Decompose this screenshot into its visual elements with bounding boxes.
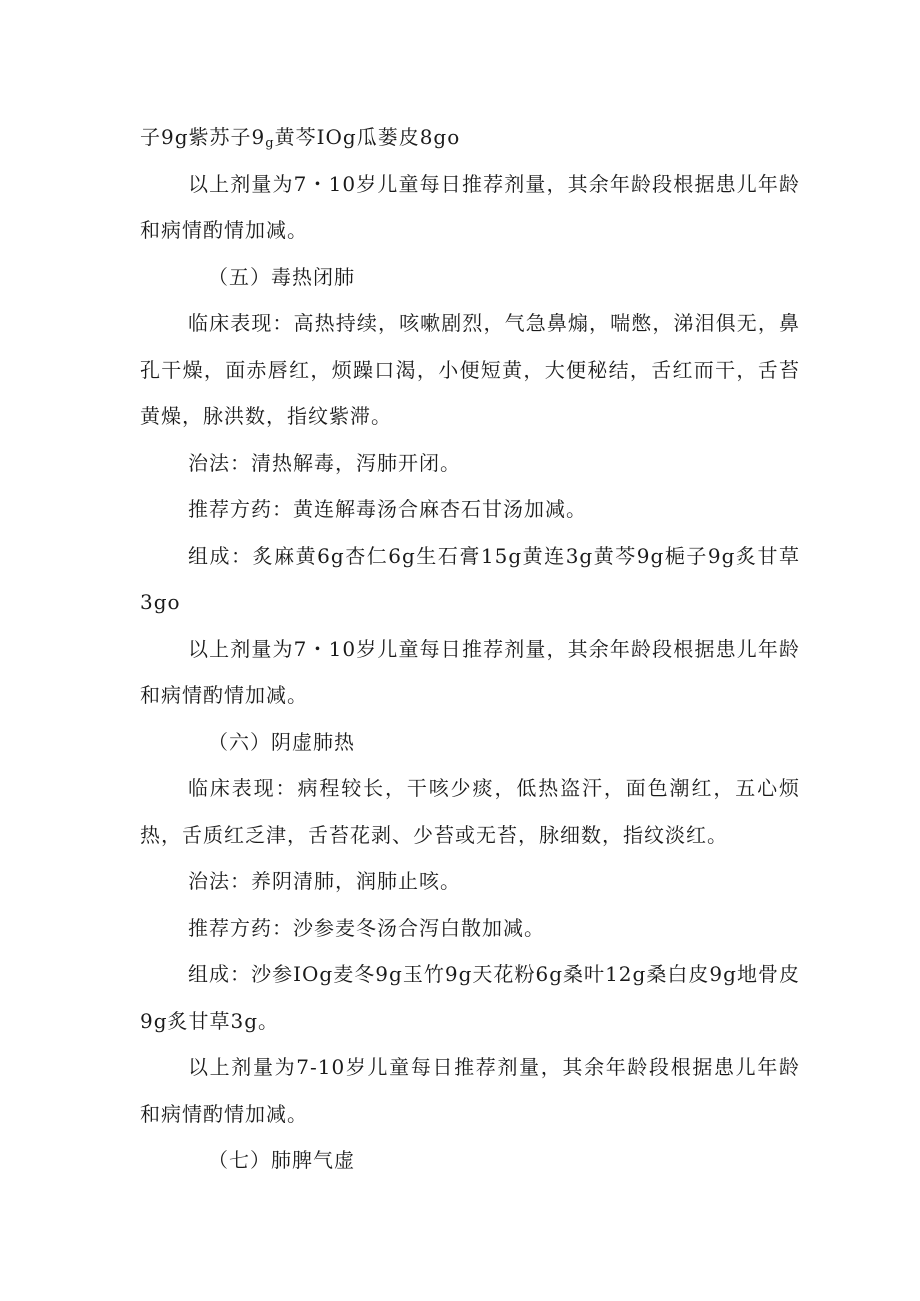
section-heading-5: （五）毒热闭肺 (208, 264, 355, 289)
subscript-run: g (265, 136, 275, 151)
paragraph-recommended-formula: 推荐方药：黄连解毒汤合麻杏石甘汤加减。 (188, 497, 587, 521)
paragraph-prescription-continued (140, 114, 800, 161)
paragraph-clinical-signs: 临床表现：高热持续，咳嗽剧烈，气急鼻煽，喘憋，涕泪俱无，鼻孔干燥，面赤唇红，烦躁口渴，小便短黄，大便秘结，舌红而干，舌苔黄燥，脉洪数，指纹紫滞。 (140, 311, 800, 428)
document-body (140, 114, 800, 1184)
paragraph-treatment-method: 治法：养阴清肺，润肺止咳。 (188, 869, 461, 893)
paragraph-dosage-note: 以上剂量为7・10岁儿童每日推荐剂量，其余年龄段根据患儿年龄和病情酌情加减。 (140, 636, 800, 707)
paragraph-composition: 组成：沙参IOg麦冬9g玉竹9g天花粉6g桑叶12g桑白皮9g地骨皮9g炙甘草3g。 (140, 962, 800, 1033)
section-heading-6: （六）阴虚肺热 (208, 729, 355, 754)
text-run: 子9g紫苏子9 (140, 125, 266, 149)
paragraph-dosage-note: 以上剂量为7-10岁儿童每日推荐剂量，其余年龄段根据患儿年龄和病情酌情加减。 (140, 1055, 800, 1126)
paragraph-composition: 组成：炙麻黄6g杏仁6g生石膏15g黄连3g黄芩9g梔子9g炙甘草3go (140, 543, 800, 614)
paragraph-recommended-formula: 推荐方药：沙参麦冬汤合泻白散加减。 (188, 915, 545, 940)
section-heading-7: （七）肺脾气虚 (208, 1148, 355, 1172)
paragraph-treatment-method: 治法：清热解毒，泻肺开闭。 (188, 450, 461, 475)
paragraph-clinical-signs: 临床表现：病程较长，干咳少痰，低热盗汗，面色潮红，五心烦热，舌质红乏津，舌苔花剥、少苔或无苔，脉细数，指纹淡红。 (140, 776, 800, 847)
paragraph-dosage-note: 以上剂量为7・10岁儿童每日推荐剂量，其余年龄段根据患儿年龄和病情酌情加减。 (140, 171, 800, 242)
text-run: 黄芩IOg瓜蒌皮8go (274, 125, 461, 149)
